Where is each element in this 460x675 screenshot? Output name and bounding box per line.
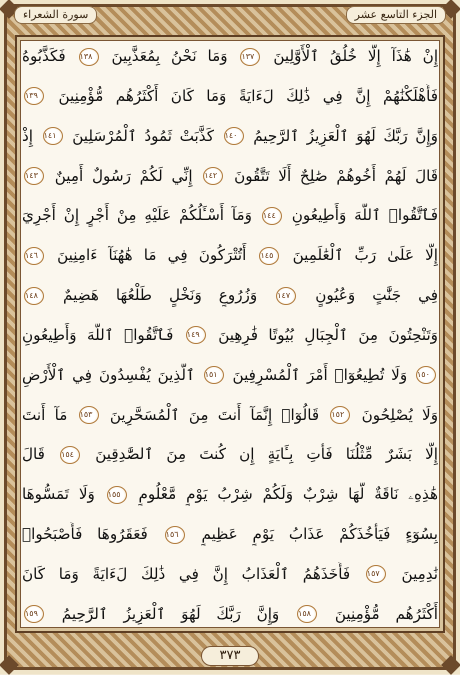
verse-text: وَلَا تُطِيعُوٓا۟ أَمْرَ ٱلْمُسْرِفِينَ [232, 365, 408, 384]
text-line [22, 482, 438, 506]
page-header [14, 6, 446, 24]
text-line [22, 562, 438, 586]
verse-text: بِسُوٓءٍ فَيَأْخُذَكُمْ عَذَابُ يَوْمٍ عَظِيمٍ [201, 525, 438, 544]
verse-text: نَٰدِمِينَ [401, 564, 438, 583]
verse-text: قَالُوٓا۟ إِنَّمَآ أَنتَ مِنَ ٱلْمُسَحَّرِينَ [109, 405, 320, 424]
juz-name: الجزء التاسع عشر [346, 6, 446, 24]
verse-text: إِلَّا عَلَىٰ رَبِّ ٱلْعَٰلَمِينَ [292, 246, 438, 265]
ayah-number-marker: ١٥٣ [79, 406, 99, 424]
verse-text: أَكْثَرُهُم مُّؤْمِنِينَ [334, 604, 438, 623]
verse-text: وَمَا نَحْنُ بِمُعَذَّبِينَ [111, 47, 228, 65]
ayah-number-marker: ١٥٨ [297, 605, 317, 623]
surah-name: سورة الشعراء [14, 6, 97, 24]
ayah-number-marker: ١٤٨ [24, 287, 44, 305]
ayah-number-marker: ١٤٢ [203, 167, 223, 185]
text-line [22, 283, 438, 307]
ayah-number-marker: ١٥٧ [366, 565, 386, 583]
ayah-number-marker: ١٣٨ [79, 48, 99, 66]
ayah-number-marker: ١٥٤ [60, 446, 80, 464]
text-line [22, 403, 438, 427]
text-line [22, 323, 438, 347]
page-footer [0, 646, 460, 666]
verse-text: قَالَ [22, 445, 45, 464]
verse-text: أَتُتْرَكُونَ فِي مَا هَٰهُنَآ ءَامِنِينَ [57, 246, 247, 265]
ayah-number-marker: ١٥٦ [165, 526, 185, 544]
verse-text: إِلَّا بَشَرٌ مِّثْلُنَا فَأْتِ بِـَٔايَةٍ إِن كُنتَ مِنَ ٱلصَّٰدِقِينَ [95, 445, 438, 464]
ayah-number-marker: ١٤٩ [186, 326, 206, 344]
text-line [22, 203, 438, 227]
verse-text: إِنْ هَٰذَآ إِلَّا خُلُقُ ٱلْأَوَّلِينَ [273, 47, 438, 65]
verse-text: كَذَّبَتْ ثَمُودُ ٱلْمُرْسَلِينَ [72, 126, 214, 145]
ayah-number-marker: ١٣٩ [24, 87, 44, 105]
ayah-number-marker: ١٣٧ [240, 48, 260, 66]
ayah-number-marker: ١٤٠ [224, 127, 244, 145]
verse-text: فَٱتَّقُوا۟ ٱللَّهَ وَأَطِيعُونِ [291, 206, 438, 225]
verse-text: مَآ أَنتَ [22, 405, 68, 424]
verse-text: فَعَقَرُوهَا فَأَصْبَحُوا۟ [22, 525, 148, 544]
verse-text: قَالَ لَهُمْ أَخُوهُمْ صَٰلِحٌ أَلَا تَتَّقُونَ [234, 166, 438, 185]
verse-text: هَٰذِهِۦ نَاقَةٌ لَّهَا شِرْبٌ وَلَكُمْ شِرْبُ يَوْمٍ مَّعْلُومٍ [138, 485, 438, 504]
verse-text: فَأَهْلَكْنَٰهُمْ إِنَّ فِي ذَٰلِكَ لَءَايَةً وَمَا كَانَ أَكْثَرُهُم مُّؤْمِنِينَ [58, 86, 438, 105]
verse-text: وَلَا يُصْلِحُونَ [361, 405, 438, 424]
verse-text: ٱلَّذِينَ يُفْسِدُونَ فِي ٱلْأَرْضِ [22, 365, 195, 384]
ayah-number-marker: ١٤٦ [24, 247, 44, 265]
verse-text: إِذْ [22, 126, 33, 145]
verse-text: وَإِنَّ رَبَّكَ لَهُوَ ٱلْعَزِيزُ ٱلرَّحِيمُ [253, 126, 438, 145]
text-line [22, 44, 438, 68]
ayah-number-marker: ١٥٢ [330, 406, 350, 424]
ayah-number-marker: ١٤٣ [24, 167, 44, 185]
verse-text: وَمَآ أَسْـَٔلُكُمْ عَلَيْهِ مِنْ أَجْرٍ إِنْ أَجْرِيَ [22, 206, 252, 225]
verse-text: وَتَنْحِتُونَ مِنَ ٱلْجِبَالِ بُيُوتًا فَٰرِهِينَ [218, 325, 438, 344]
ayah-number-marker: ١٤٧ [276, 287, 296, 305]
ayah-number-marker: ١٥١ [204, 366, 224, 384]
ayah-number-marker: ١٥٠ [416, 366, 436, 384]
verse-text: وَلَا تَمَسُّوهَا [22, 485, 95, 504]
verse-text: وَزُرُوعٍ وَنَخْلٍ طَلْعُهَا هَضِيمٌ [63, 286, 258, 305]
text-line [22, 243, 438, 267]
verse-text: فَٱتَّقُوا۟ ٱللَّهَ وَأَطِيعُونِ [22, 325, 174, 344]
verse-text: إِنِّي لَكُمْ رَسُولٌ أَمِينٌ [54, 166, 193, 185]
text-line [22, 124, 438, 148]
verse-text: فَأَخَذَهُمُ ٱلْعَذَابُ إِنَّ فِي ذَٰلِكَ لَءَايَةً وَمَا كَانَ [22, 564, 351, 583]
quran-text [22, 44, 438, 626]
verse-text: وَإِنَّ رَبَّكَ لَهُوَ ٱلْعَزِيزُ ٱلرَّحِيمُ [61, 604, 280, 623]
text-line [22, 164, 438, 188]
text-line [22, 442, 438, 466]
page-number: ٣٧٣ [201, 646, 260, 666]
text-line [22, 363, 438, 387]
ayah-number-marker: ١٤٤ [262, 207, 282, 225]
verse-text: فَكَذَّبُوهُ [22, 47, 66, 65]
text-line [22, 84, 438, 108]
ayah-number-marker: ١٥٥ [107, 486, 127, 504]
text-line [22, 522, 438, 546]
verse-text: فِي جَنَّٰتٍ وَعُيُونٍ [315, 286, 438, 305]
ayah-number-marker: ١٤١ [43, 127, 63, 145]
ayah-number-marker: ١٤٥ [259, 247, 279, 265]
text-line [22, 602, 438, 626]
ayah-number-marker: ١٥٩ [24, 605, 44, 623]
